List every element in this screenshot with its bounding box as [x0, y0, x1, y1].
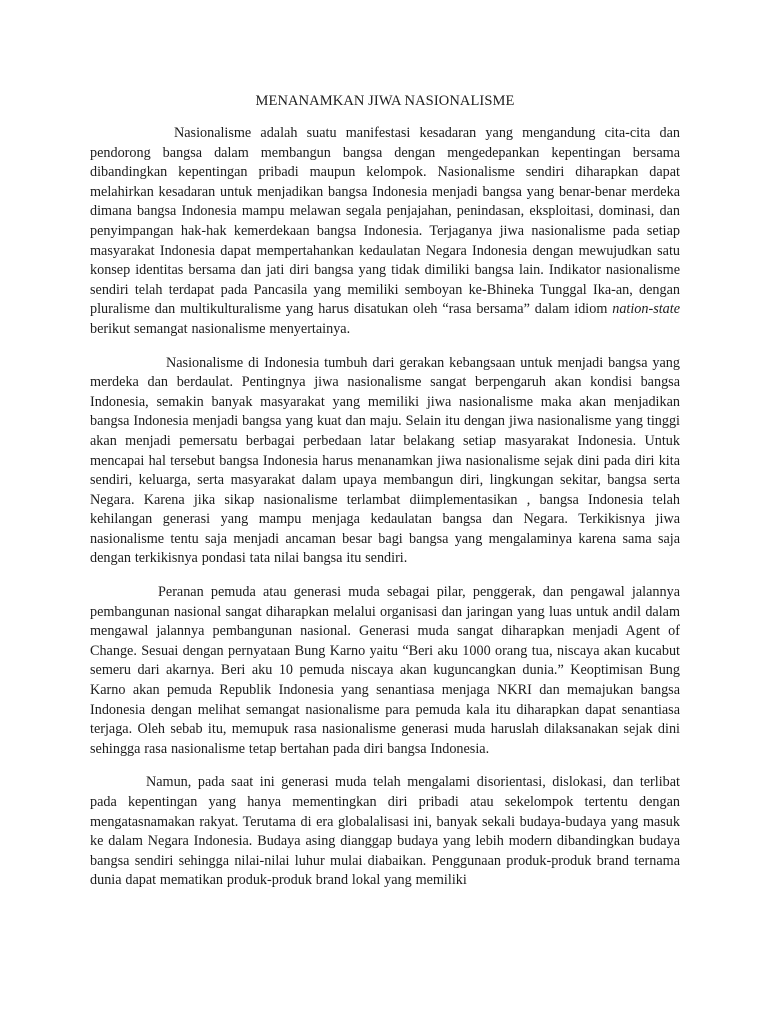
paragraph-1-text: Nasionalisme adalah suatu manifestasi kesadaran yang mengandung cita-cita dan pendorong bangsa dalam membangun bangsa dengan mengedepankan kepentingan bersama dibandingkan kepentingan pribadi maupun kelompok. Nasionalisme sendiri diharapkan dapat melahirkan kesadaran untuk menjadikan bangsa Indonesia menjadi bangsa yang benar-benar merdeka dimana bangsa Indonesia mampu melawan segala penjajahan, penindasan, eksploitasi, dominasi, dan penyimpangan hak-hak kemerdekaan bangsa Indonesia. Terjaganya jiwa nasionalisme pada setiap masyarakat Indonesia dapat mempertahankan kedaulatan Negara Indonesia dengan mewujudkan satu konsep identitas bersama dan jati diri bangsa yang tidak dimiliki bangsa lain. Indikator nasionalisme sendiri telah terdapat pada Pancasila yang memiliki semboyan ke-Bhineka Tunggal Ika-an, dengan pluralisme dan multikulturalisme yang harus disatukan oleh “rasa bersama” dalam idiom [90, 125, 680, 318]
paragraph-1-italic-term: nation-state [612, 301, 680, 318]
paragraph-4: Namun, pada saat ini generasi muda telah mengalami disorientasi, dislokasi, dan terlibat pada kepentingan yang hanya mementingkan diri pribadi atau sekelompok tertentu dengan mengatasnamakan rakyat. Terutama di era globalalisasi ini, banyak sekali budaya-budaya yang masuk ke dalam Negara Indonesia. Budaya asing dianggap budaya yang lebih modern dibandingkan budaya bangsa sendiri sehingga nilai-nilai luhur mulai diabaikan. Penggunaan produk-produk brand ternama dunia dapat mematikan produk-produk brand lokal yang memiliki [90, 774, 680, 889]
document-title: MENANAMKAN JIWA NASIONALISME [255, 93, 515, 109]
paragraph-2: Nasionalisme di Indonesia tumbuh dari gerakan kebangsaan untuk menjadi bangsa yang merdeka dan berdaulat. Pentingnya jiwa nasionalisme sangat berpengaruh akan kondisi bangsa Indonesia, semakin banyak masyarakat yang memiliki jiwa nasionalisme maka akan menjadikan bangsa Indonesia menjadi bangsa yang kuat dan maju. Selain itu dengan jiwa nasionalisme yang tinggi akan menjadi pemersatu berbagai perbedaan latar belakang setiap masyarakat Indonesia. Untuk mencapai hal tersebut bangsa Indonesia harus menanamkan jiwa nasionalisme sejak dini pada diri kita sendiri, keluarga, serta masyarakat dalam upaya membangun diri, lingkungan sekitar, bangsa serta Negara. Karena jika sikap nasionalisme terlambat diimplementasikan , bangsa Indonesia telah kehilangan generasi yang mampu menjaga kedaulatan bangsa dan Negara. Terkikisnya jiwa nasionalisme tentu saja menjadi ancaman besar bagi bangsa yang mengalaminya karena sama saja dengan terkikisnya pondasi tata nilai bangsa itu sendiri. [90, 354, 680, 567]
paragraph-1 [90, 124, 680, 340]
paragraph-1-text-end: berikut semangat nasionalisme menyertainya. [90, 320, 351, 337]
paragraph-3: Peranan pemuda atau generasi muda sebagai pilar, penggerak, dan pengawal jalannya pembangunan nasional sangat diharapkan melalui organisasi dan jaringan yang luas untuk andil dalam mengawal jalannya pembangunan nasional. Generasi muda sangat diharapkan menjadi Agent of Change. Sesuai dengan pernyataan Bung Karno yaitu “Beri aku 1000 orang tua, niscaya akan kucabut semeru dari akarnya. Beri aku 10 pemuda niscaya akan kuguncangkan dunia.” Keoptimisan Bung Karno akan pemuda Republik Indonesia yang senantiasa menjaga NKRI dan memajukan bangsa Indonesia dengan melihat semangat nasionalisme para pemuda kala itu diharapkan dapat senantiasa terjaga. Oleh sebab itu, memupuk rasa nasionalisme generasi muda haruslah dilaksanakan sejak dini sehingga rasa nasionalisme tetap bertahan pada diri bangsa Indonesia. [90, 584, 680, 757]
